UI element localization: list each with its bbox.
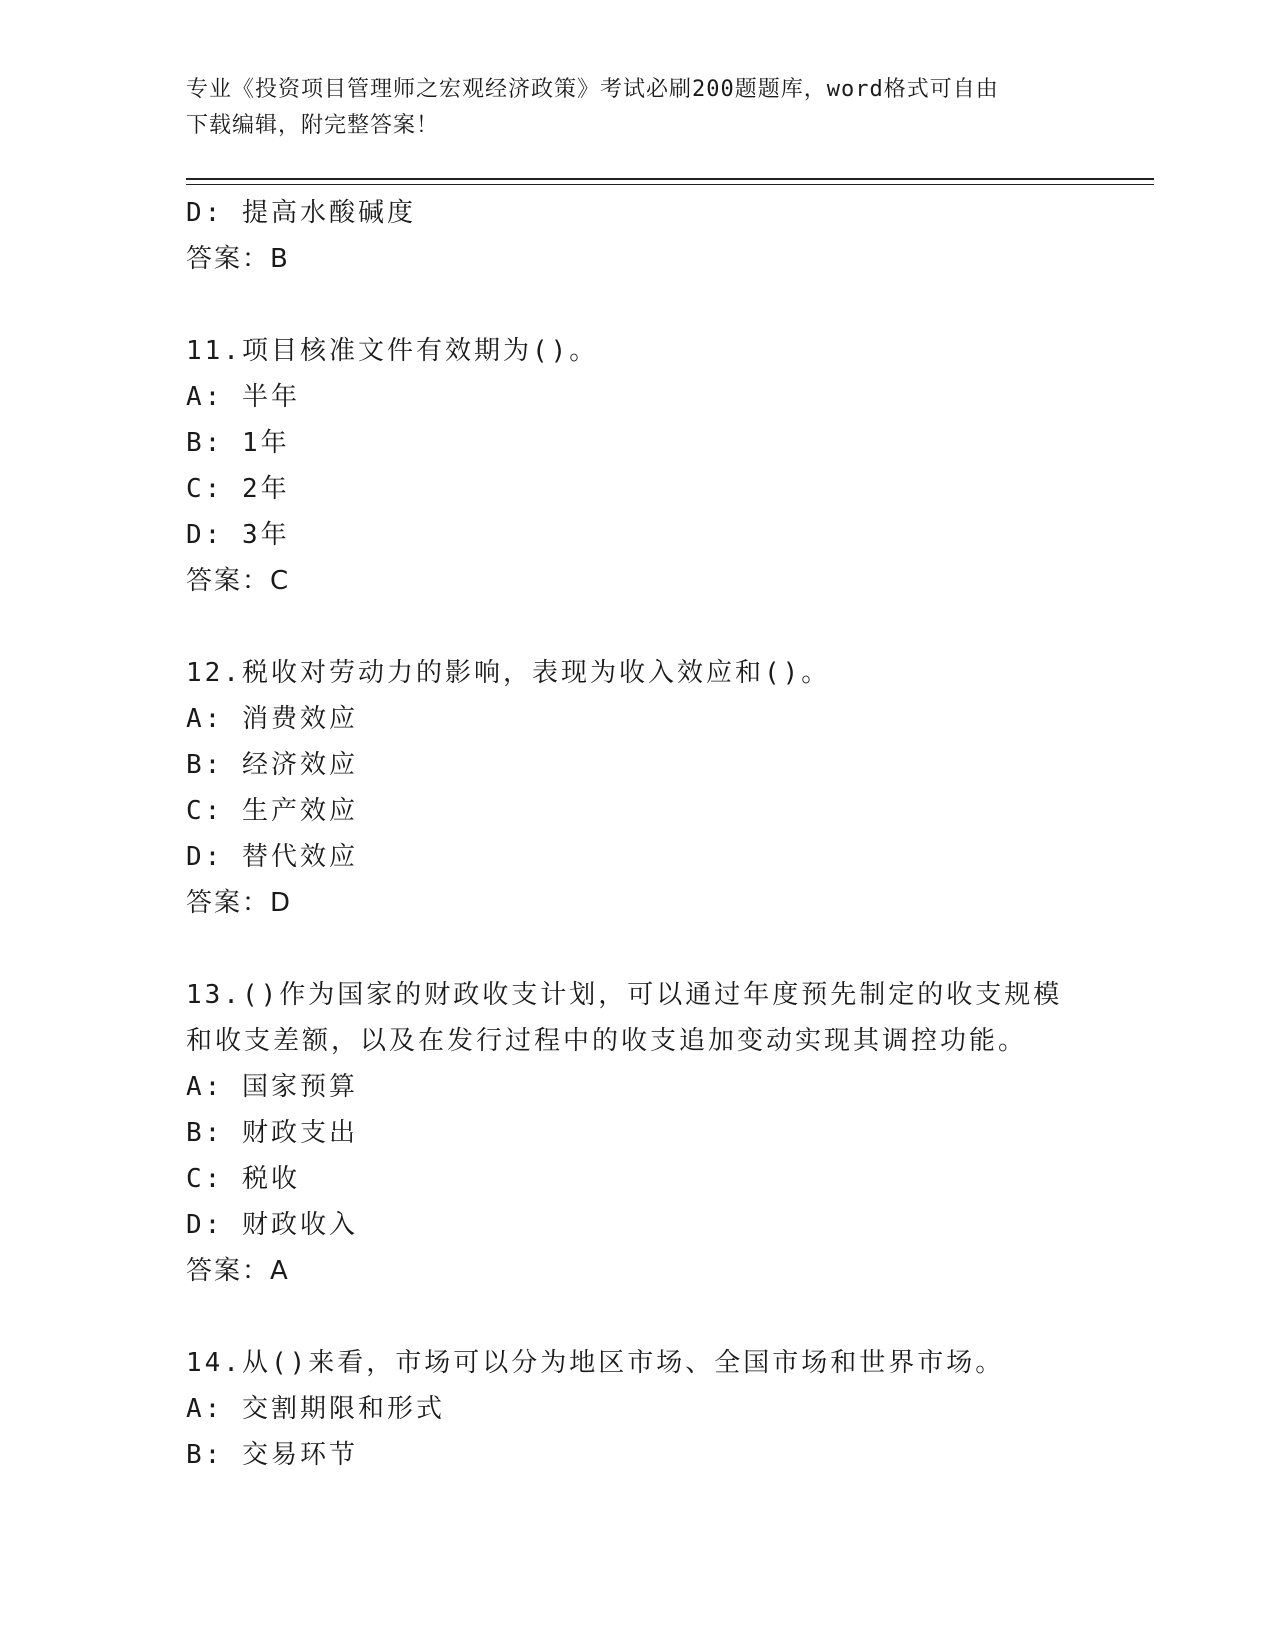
question-stem: 14.从()来看，市场可以分为地区市场、全国市场和世界市场。 bbox=[186, 1348, 1005, 1378]
question-list bbox=[186, 190, 1146, 1478]
option-c: C: 生产效应 bbox=[186, 796, 358, 826]
question-12 bbox=[186, 650, 1146, 926]
previous-question-tail bbox=[186, 190, 1146, 282]
option-b: B: 1年 bbox=[186, 428, 290, 458]
question-14 bbox=[186, 1340, 1146, 1478]
question-stem: 11.项目核准文件有效期为()。 bbox=[186, 336, 599, 366]
option-d: D: 替代效应 bbox=[186, 842, 358, 872]
option-a: A: 交割期限和形式 bbox=[186, 1394, 445, 1424]
document-header bbox=[186, 72, 1086, 144]
question-stem: 12.税收对劳动力的影响，表现为收入效应和()。 bbox=[186, 658, 831, 688]
option-c: C: 税收 bbox=[186, 1164, 300, 1194]
option-b: B: 交易环节 bbox=[186, 1440, 358, 1470]
option-b: B: 经济效应 bbox=[186, 750, 358, 780]
answer-line: 答案：B bbox=[186, 244, 290, 274]
header-line-1: 专业《投资项目管理师之宏观经济政策》考试必刷200题题库，word格式可自由 bbox=[186, 77, 999, 102]
question-stem: 13.()作为国家的财政收支计划，可以通过年度预先制定的收支规模和收支差额，以及在发行过程中的收支追加变动实现其调控功能。 bbox=[186, 980, 1063, 1056]
header-line-2: 下载编辑，附完整答案！ bbox=[186, 113, 440, 138]
option-a: A: 国家预算 bbox=[186, 1072, 358, 1102]
header-rule-thin bbox=[186, 184, 1154, 185]
option-d: D: 财政收入 bbox=[186, 1210, 358, 1240]
question-13 bbox=[186, 972, 1146, 1294]
answer-line: 答案：D bbox=[186, 888, 293, 918]
option-c: C: 2年 bbox=[186, 474, 290, 504]
spacer bbox=[186, 1294, 1146, 1340]
header-rule-thick bbox=[186, 178, 1154, 180]
spacer bbox=[186, 604, 1146, 650]
spacer bbox=[186, 926, 1146, 972]
spacer bbox=[186, 282, 1146, 328]
option-a: A: 半年 bbox=[186, 382, 300, 412]
question-11 bbox=[186, 328, 1146, 604]
answer-line: 答案：A bbox=[186, 1256, 290, 1286]
option-b: B: 财政支出 bbox=[186, 1118, 358, 1148]
option-a: A: 消费效应 bbox=[186, 704, 358, 734]
answer-line: 答案：C bbox=[186, 566, 291, 596]
option-d: D: 3年 bbox=[186, 520, 290, 550]
option-d: D: 提高水酸碱度 bbox=[186, 198, 416, 228]
